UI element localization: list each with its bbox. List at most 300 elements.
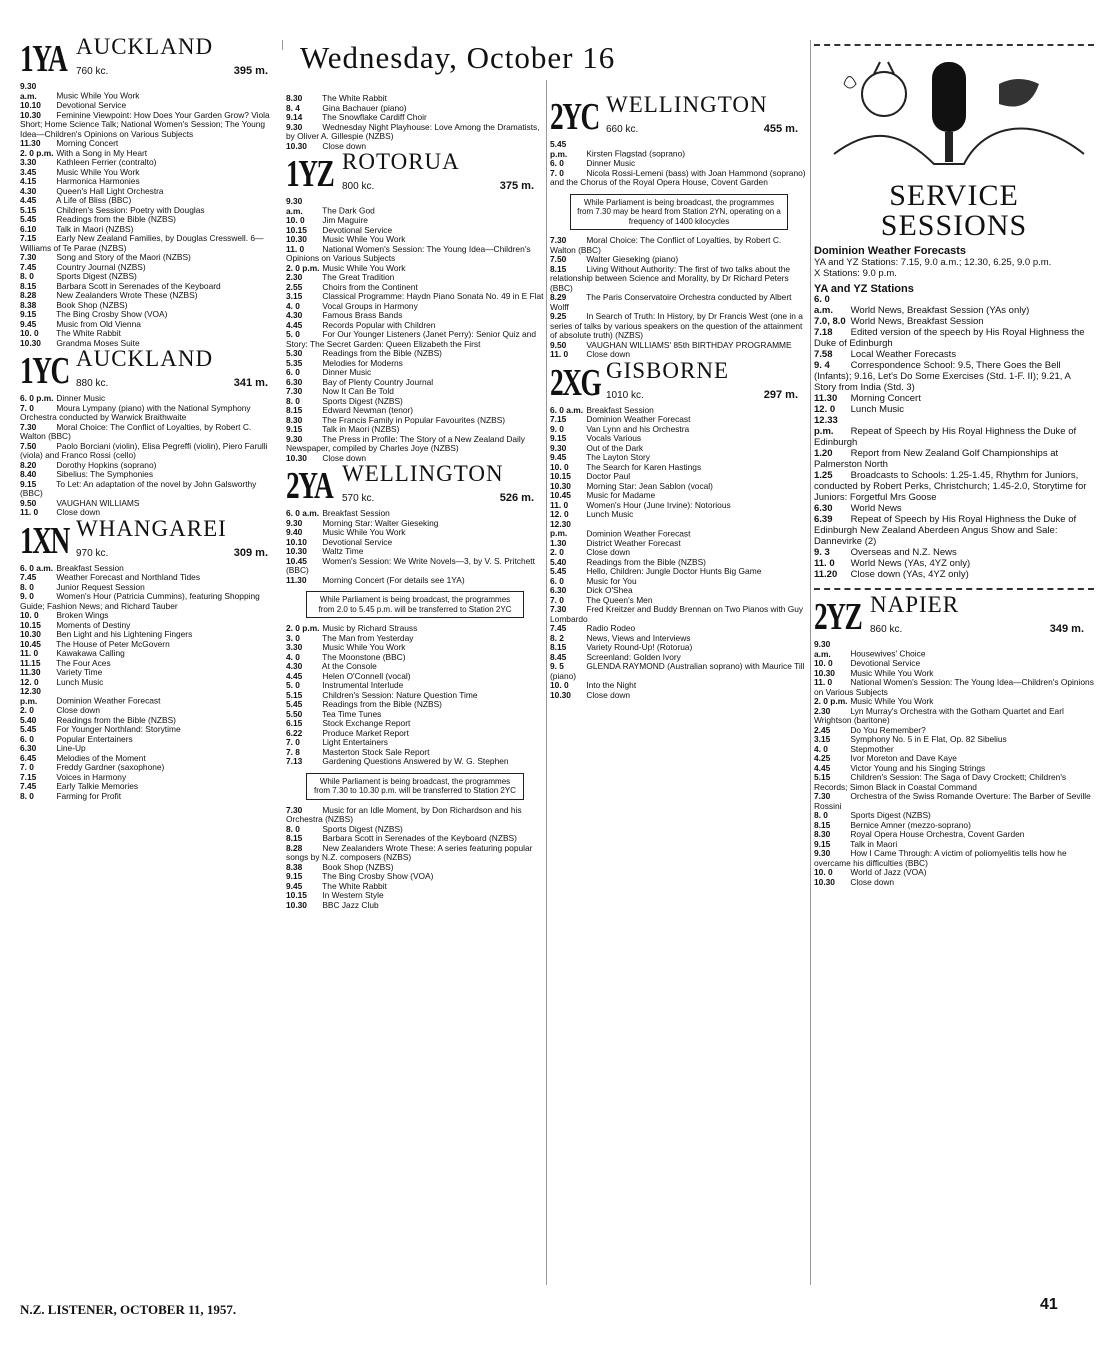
entry-time: 12. 0 [20,676,39,687]
entry-title: Variety Round-Up! (Rotorua) [584,642,693,652]
entry-time: 10. 0 [814,658,833,668]
entry-time: 9.30 [286,517,303,528]
entry-time: 11. 0 [286,243,305,254]
entry-title: Voices in Harmony [54,771,127,782]
entry-title: The Search for Karen Hastings [584,461,702,472]
entry-time: 8.30 [286,414,303,425]
entry-time: 9.40 [286,527,303,537]
entry-time: 8.20 [20,459,37,470]
divider [546,80,547,1285]
entry-title: Children's Session: Poetry with Douglas [54,204,205,215]
entry-title: Bernice Amner (mezzo-soprano) [848,819,971,830]
wavelength: 341 m. [233,377,268,389]
entry-title: Repeat of Speech by His Royal Highness the Duke of Edinburgh [814,426,1077,448]
entry-time: 10.30 [286,140,307,151]
schedule-entry [286,576,544,586]
schedule-entry [550,691,808,701]
entry-time: 9.50 [20,497,37,508]
frequency: 800 kc. [342,181,375,192]
entry-title: Into the Night [584,680,637,690]
entry-title: Correspondence School: 9.5, There Goes the Bell (Infants); 9.16, Let's Do Some Exercises (Std. 1-F. II); 9.21, A Story from India (Std. 3) [814,360,1071,393]
entry-title: Victor Young and his Singing Strings [848,762,986,773]
entry-time: 8. 4 [286,102,300,113]
entry-time: 9. 0 [20,591,34,601]
entry-time: 6.22 [286,727,303,738]
entry-time: 6.30 [20,743,37,753]
entry-title: Music While You Work [320,234,406,244]
entry-title: Close down [584,689,631,700]
entry-title: At the Console [320,661,377,671]
entry-title: Sports Digest (NZBS) [320,823,403,834]
entry-time: 8.38 [20,299,37,310]
schedule-entry [286,901,544,911]
entry-title: Produce Market Report [320,727,409,738]
entry-title: Melodies for Moderns [320,357,403,368]
entry-title: Moral Choice: The Conflict of Loyalties, by Robert C. Walton (BBC) [20,421,252,441]
parliament-notice: While Parliament is being broadcast, the programmes from 7.30 to 10.30 p.m. will be transferred to Station 2YC [306,773,524,800]
entry-title: Morning Star: Walter Gieseking [320,517,439,528]
entry-time: 11.15 [20,657,41,668]
section-title: SERVICE [889,179,1019,212]
entry-title: Close down [320,140,367,151]
entry-title: Screenland: Golden Ivory [584,651,681,662]
entry-time: 8.15 [814,819,831,830]
entry-time: 9.15 [286,424,303,434]
entry-title: Music While You Work [54,90,140,101]
entry-title: Readings from the Bible (NZBS) [320,348,442,358]
entry-title: Morning Concert (For details see 1YA) [320,574,465,585]
entry-time: 10. 0 [550,461,569,472]
entry-time: 2. 0 p.m. [286,623,320,633]
entry-title: The Francis Family in Popular Favourites (NZBS) [320,414,506,425]
entry-title: District Weather Forecast [584,537,681,548]
schedule-2xg [550,406,808,701]
entry-title: BBC Jazz Club [320,899,379,910]
schedule-entry [286,844,544,863]
entry-title: In Search of Truth: In History, by Dr Francis West (one in a series of talks by various speakers on the question of the attainment of absolute truth) (NZBS) [550,311,803,340]
entry-title: Symphony No. 5 in E Flat, Op. 82 Sibelius [848,734,1007,744]
entry-title: Early Talkie Memories [54,781,139,791]
entry-title: Masterton Stock Sale Report [320,746,430,757]
entry-time: 10.10 [20,100,41,110]
entry-time: 7.15 [550,414,567,424]
call-sign: 1YA [20,38,67,80]
entry-title: With a Song in My Heart [54,147,148,158]
schedule-entry [814,503,1094,514]
entry-title: Ben Light and his Lightening Fingers [54,629,193,639]
entry-time: 9.30 [286,121,303,132]
schedule-entry [20,480,278,499]
entry-time: 9.15 [814,838,831,849]
schedule-entry [550,662,808,681]
station-header-2yc [550,92,808,138]
entry-time: 4.30 [286,661,303,671]
frequency: 660 kc. [606,124,639,135]
call-sign: 2XG [550,361,601,404]
schedule-entry [814,547,1094,558]
schedule-entry [286,123,544,142]
entry-time: 7. 0 [20,402,34,413]
entry-time: 6.30 [286,376,303,387]
entry-time: 11. 0 [20,648,39,658]
wavelength: 309 m. [233,546,268,559]
schedule-1yz [286,197,544,463]
city: AUCKLAND [76,346,214,371]
entry-time: 12. 0 [814,404,836,415]
entry-title: Royal Opera House Orchestra, Covent Garden [848,829,1025,839]
schedule-entry [814,393,1094,404]
entry-time: 7.45 [550,623,567,633]
entry-time: 5.45 p.m. [550,139,568,159]
entry-title: Vocal Groups in Harmony [320,300,418,311]
schedule-entry [550,510,808,520]
entry-title: Stepmother [848,743,894,754]
entry-time: 4.45 [814,762,831,773]
entry-title: Broadcasts to Schools: 1.25-1.45, Rhythm for Juniors, conducted by Robert Perks, Christchurch; 1.45-2.0, Storytime for Juniors: Forgetful Mrs Goose [814,470,1087,503]
schedule-entry [550,312,808,341]
schedule-2ya-b [286,624,544,767]
schedule-entry [20,111,278,140]
schedule-entry [814,792,1094,811]
entry-time: 11.30 [286,574,307,585]
frequency: 760 kc. [76,66,109,77]
entry-title: Close down [848,876,895,887]
city: WELLINGTON [606,92,768,117]
entry-time: 6. 0 [20,733,34,744]
entry-time: 7.30 [286,386,303,396]
entry-title: Readings from the Bible (NZBS) [54,714,176,725]
schedule-entry [20,687,278,706]
entry-time: 12. 0 [550,509,569,519]
entry-time: 8.30 [286,93,303,103]
schedule-entry [814,470,1094,503]
entry-title: Country Journal (NZBS) [54,261,146,272]
city: GISBORNE [606,357,730,383]
entry-time: 4.45 [286,670,303,681]
entry-title: Devotional Service [848,658,921,668]
entry-title: Wednesday Night Playhouse: Love Among the Dramatists, by Oliver A. Gillespie (NZBS) [286,121,540,141]
frequency: 880 kc. [76,378,109,389]
entry-time: 11.30 [20,138,41,148]
entry-title: Breakfast Session [54,562,124,573]
wavelength: 395 m. [233,65,268,77]
entry-title: Line-Up [54,743,86,753]
entry-title: Music for Madame [584,490,656,500]
entry-title: The Great Tradition [320,272,395,282]
entry-title: Moments of Destiny [54,619,131,630]
entry-time: 10.30 [814,876,835,887]
schedule-entry [550,140,808,159]
station-header-2yz [814,592,1094,638]
entry-time: 4. 0 [286,300,300,311]
entry-title: Readings from the Bible (NZBS) [320,699,442,709]
footer: N.Z. LISTENER, OCTOBER 11, 1957. [20,1302,237,1317]
entry-title: Close down [320,452,367,463]
wavelength: 455 m. [763,123,798,135]
entry-title: Lunch Music [54,676,104,687]
entry-title: Morning Star: Jean Sablon (vocal) [584,480,713,491]
entry-title: Lunch Music [584,509,634,519]
entry-time: 8.38 [286,861,303,872]
entry-time: 8. 0 [20,271,34,281]
entry-title: Queen's Hall Light Orchestra [54,185,164,196]
schedule-entry [286,806,544,825]
entry-title: Classical Programme: Haydn Piano Sonata No. 49 in E Flat [320,291,544,301]
entry-title: In Western Style [320,890,384,900]
entry-time: 10.10 [286,536,307,547]
schedule-entry [814,707,1094,726]
entry-time: 7.30 [814,791,831,801]
entry-title: The Paris Conservatoire Orchestra conducted by Albert Wolff [550,292,792,312]
entry-time: 11. 0 [20,507,39,517]
entry-title: Dinner Music [320,367,372,377]
entry-title: Famous Brass Bands [320,310,403,320]
entry-title: Hello, Children: Jungle Doctor Hunts Big Game [584,566,762,576]
entry-time: 6. 0 [550,575,564,586]
entry-title: Sports Digest (NZBS) [848,810,931,820]
entry-title: World of Jazz (VOA) [848,867,927,877]
entry-time: 6.30 [550,585,567,595]
schedule-entry [814,349,1094,360]
entry-title: Music While You Work [848,667,934,678]
forecast-times: X Stations: 9.0 p.m. [814,267,897,279]
entry-title: Barbara Scott in Serenades of the Keyboard (NZBS) [320,833,517,843]
entry-time: 8. 0 [20,790,34,801]
entry-title: Do You Remember? [848,724,926,735]
entry-time: 10.45 [20,638,41,649]
heading: YA and YZ Stations [814,282,914,295]
schedule-service [814,294,1094,580]
schedule-entry [814,360,1094,393]
entry-title: Helen O'Connell (vocal) [320,670,411,681]
entry-time: 7.30 [550,604,567,614]
schedule-2yc-b [550,236,808,360]
entry-title: VAUGHAN WILLIAMS [54,497,140,508]
entry-title: Light Entertainers [320,737,388,747]
entry-title: Lyn Murray's Orchestra with the Gotham Quartet and Earl Wrightson (baritone) [814,705,1064,725]
entry-title: Freddy Gardner (saxophone) [54,762,165,772]
entry-time: 4.30 [286,310,303,320]
call-sign: 1YZ [286,153,334,195]
entry-time: 6. 0 a.m. [20,562,54,573]
entry-time: 6.15 [286,718,303,728]
schedule-entry [550,293,808,312]
station-header-1yz [286,149,544,195]
wavelength: 349 m. [1049,623,1084,635]
call-sign: 1XN [20,519,69,562]
entry-time: 5.30 [286,348,303,358]
entry-title: Broken Wings [54,610,109,620]
entry-time: 9.15 [20,309,37,319]
schedule-entry [20,82,278,101]
entry-time: 12.33 p.m. [814,415,838,437]
entry-time: 10.45 [286,555,307,566]
entry-time: 10.30 [814,667,835,678]
entry-title: Now It Can Be Told [320,386,394,396]
entry-time: 7.30 [286,804,303,815]
entry-title: Doctor Paul [584,471,631,481]
entry-time: 10. 0 [286,215,305,225]
entry-time: 10.30 [550,480,571,491]
entry-title: New Zealanders Wrote These (NZBS) [54,290,198,300]
entry-time: 9.30 a.m. [814,639,831,659]
entry-time: 9.30 a.m. [286,196,303,216]
schedule-1xn [20,564,278,802]
entry-time: 11.30 [814,393,838,404]
entry-title: Barbara Scott in Serenades of the Keyboard [54,280,221,291]
schedule-entry [20,234,278,253]
entry-title: National Women's Session: The Young Idea—Children's Opinions on Various Subjects [814,677,1094,697]
entry-title: Devotional Service [54,100,127,110]
entry-time: 7.18 [814,327,833,338]
call-sign: 2YZ [814,596,862,638]
entry-time: 1.20 [814,448,833,459]
microphone-icon [814,54,1094,174]
entry-time: 7.58 [814,349,833,360]
entry-title: Music While You Work [320,642,406,652]
entry-time: 5.45 [20,214,37,224]
entry-title: For Younger Northland: Storytime [54,724,181,734]
entry-title: Music for You [584,575,637,586]
entry-time: 5.35 [286,357,303,368]
schedule-entry [286,435,544,454]
schedule-entry [286,245,544,264]
schedule-entry [286,197,544,216]
schedule-entry [814,878,1094,888]
entry-time: 6. 0 a.m. [814,294,834,316]
entry-time: 5.15 [814,772,831,782]
schedule-entry [550,236,808,255]
entry-title: New Zealanders Wrote These: A series featuring popular songs by N.Z. composers (NZBS) [286,842,533,862]
entry-time: 9.50 [550,339,567,350]
entry-title: Van Lynn and his Orchestra [584,423,690,434]
entry-title: Children's Session: The Saga of Davy Crockett; Children's Records; Simon Black in Coastal Command [814,772,1067,792]
entry-time: 9.45 [20,318,37,329]
entry-title: Morning Concert [54,138,119,148]
column-4 [814,36,1094,887]
entry-title: Book Shop (NZBS) [320,861,394,872]
entry-time: 9.30 [286,433,303,444]
entry-time: 4. 0 [814,743,828,754]
schedule-entry [814,849,1094,868]
entry-time: 9.30 [814,848,831,858]
schedule-entry [286,330,544,349]
frequency: 860 kc. [870,624,903,635]
wavelength: 526 m. [499,492,534,504]
entry-time: 10.15 [20,619,41,630]
entry-title: Music by Richard Strauss [320,623,418,633]
entry-title: The Bing Crosby Show (VOA) [54,309,168,319]
entry-title: Local Weather Forecasts [848,349,957,360]
station-header-1ya [20,34,278,80]
entry-time: 10. 0 [20,610,39,620]
entry-time: 7.45 [20,781,37,791]
entry-time: 9.30 a.m. [20,81,37,101]
entry-title: News, Views and Interviews [584,632,691,643]
entry-title: Sports Digest (NZBS) [320,395,403,406]
entry-time: 5.40 [550,556,567,567]
forecast-times: YA and YZ Stations: 7.15, 9.0 a.m.; 12.30, 6.25, 9.0 p.m. [814,256,1052,268]
entry-time: 4.25 [814,753,831,763]
entry-title: Book Shop (NZBS) [54,299,128,310]
entry-title: Talk in Maori (NZBS) [320,424,400,434]
entry-title: Repeat of Speech by His Royal Highness the Duke of Edinburgh New Zealand Aberdeen Angus Show and Sale: Dannevirke (2) [814,514,1077,547]
column-1 [20,36,278,801]
wavelength: 375 m. [499,180,534,192]
entry-time: 3.15 [814,734,831,744]
station-header-2xg [550,357,808,404]
column-3 [550,94,808,700]
entry-title: How I Came Through: A victim of poliomyelitis tells how he overcame his difficulties (BBC) [814,848,1067,868]
entry-time: 8. 0 [814,810,828,820]
entry-time: 11. 0 [550,499,569,510]
entry-title: Kawakawa Calling [54,648,125,658]
entry-title: Women's Hour (Patricia Cummins), featuring Shopping Guide; Fashion News; and Richard Tauber [20,591,260,611]
entry-title: The Layton Story [584,452,650,462]
entry-title: The Four Aces [54,657,111,668]
entry-time: 7.30 [20,421,37,432]
entry-time: 9.14 [286,112,303,122]
schedule-entry [814,327,1094,349]
entry-time: 8.28 [286,842,303,853]
schedule-1ya-cont [286,94,544,151]
entry-time: 10.45 [550,490,571,500]
entry-time: 2.30 [814,705,831,716]
schedule-entry [286,557,544,576]
entry-time: 7.30 [550,235,567,245]
entry-title: Women's Session: We Write Novels—3, by V. S. Pritchett (BBC) [286,555,535,575]
entry-time: 10.30 [20,337,41,348]
entry-title: Readings from the Bible (NZBS) [54,214,176,224]
entry-title: Edited version of the speech by His Royal Highness the Duke of Edinburgh [814,327,1085,349]
entry-time: 10.30 [286,452,307,463]
entry-title: World News (YAs, 4YZ only) [848,558,971,569]
station-header-2ya [286,461,544,507]
entry-title: Close down [584,349,631,359]
call-sign: 2YC [550,96,599,138]
city: NAPIER [870,592,960,617]
divider [810,40,811,1285]
entry-title: Breakfast Session [584,404,654,415]
entry-title: Kathleen Ferrier (contralto) [54,157,157,167]
entry-title: The White Rabbit [320,880,387,891]
entry-time: 10. 0 [20,328,39,338]
entry-time: 8.15 [20,280,37,291]
entry-time: 7. 0 [550,594,564,605]
parliament-notice: While Parliament is being broadcast, the programmes from 2.0 to 5.45 p.m. will be transferred to Station 2YC [306,591,524,618]
entry-time: 9. 3 [814,547,830,558]
entry-title: To Let: An adaptation of the novel by John Galsworthy (BBC) [20,478,257,498]
entry-title: The Snowflake Cardiff Choir [320,112,427,122]
entry-time: 7.45 [20,261,37,272]
entry-title: Moral Choice: The Conflict of Loyalties, by Robert C. Walton (BBC) [550,235,782,255]
entry-title: Walter Gieseking (piano) [584,254,679,264]
entry-time: 9.15 [286,871,303,881]
schedule-entry [814,514,1094,547]
entry-time: 3.30 [20,157,37,167]
entry-time: 9. 5 [550,661,564,671]
entry-time: 2.45 [814,724,831,735]
dashed-rule [814,588,1094,590]
entry-title: Orchestra of the Swiss Romande Overture: The Barber of Seville Rossini [814,791,1091,811]
entry-title: Jim Maguire [320,215,368,225]
entry-title: VAUGHAN WILLIAMS' 85th BIRTHDAY PROGRAMME [584,339,792,350]
schedule-entry [20,592,278,611]
entry-time: 7.50 [20,440,37,451]
entry-title: Lunch Music [848,404,904,415]
entry-time: 10.15 [550,471,571,481]
entry-time: 1.30 [550,537,567,548]
